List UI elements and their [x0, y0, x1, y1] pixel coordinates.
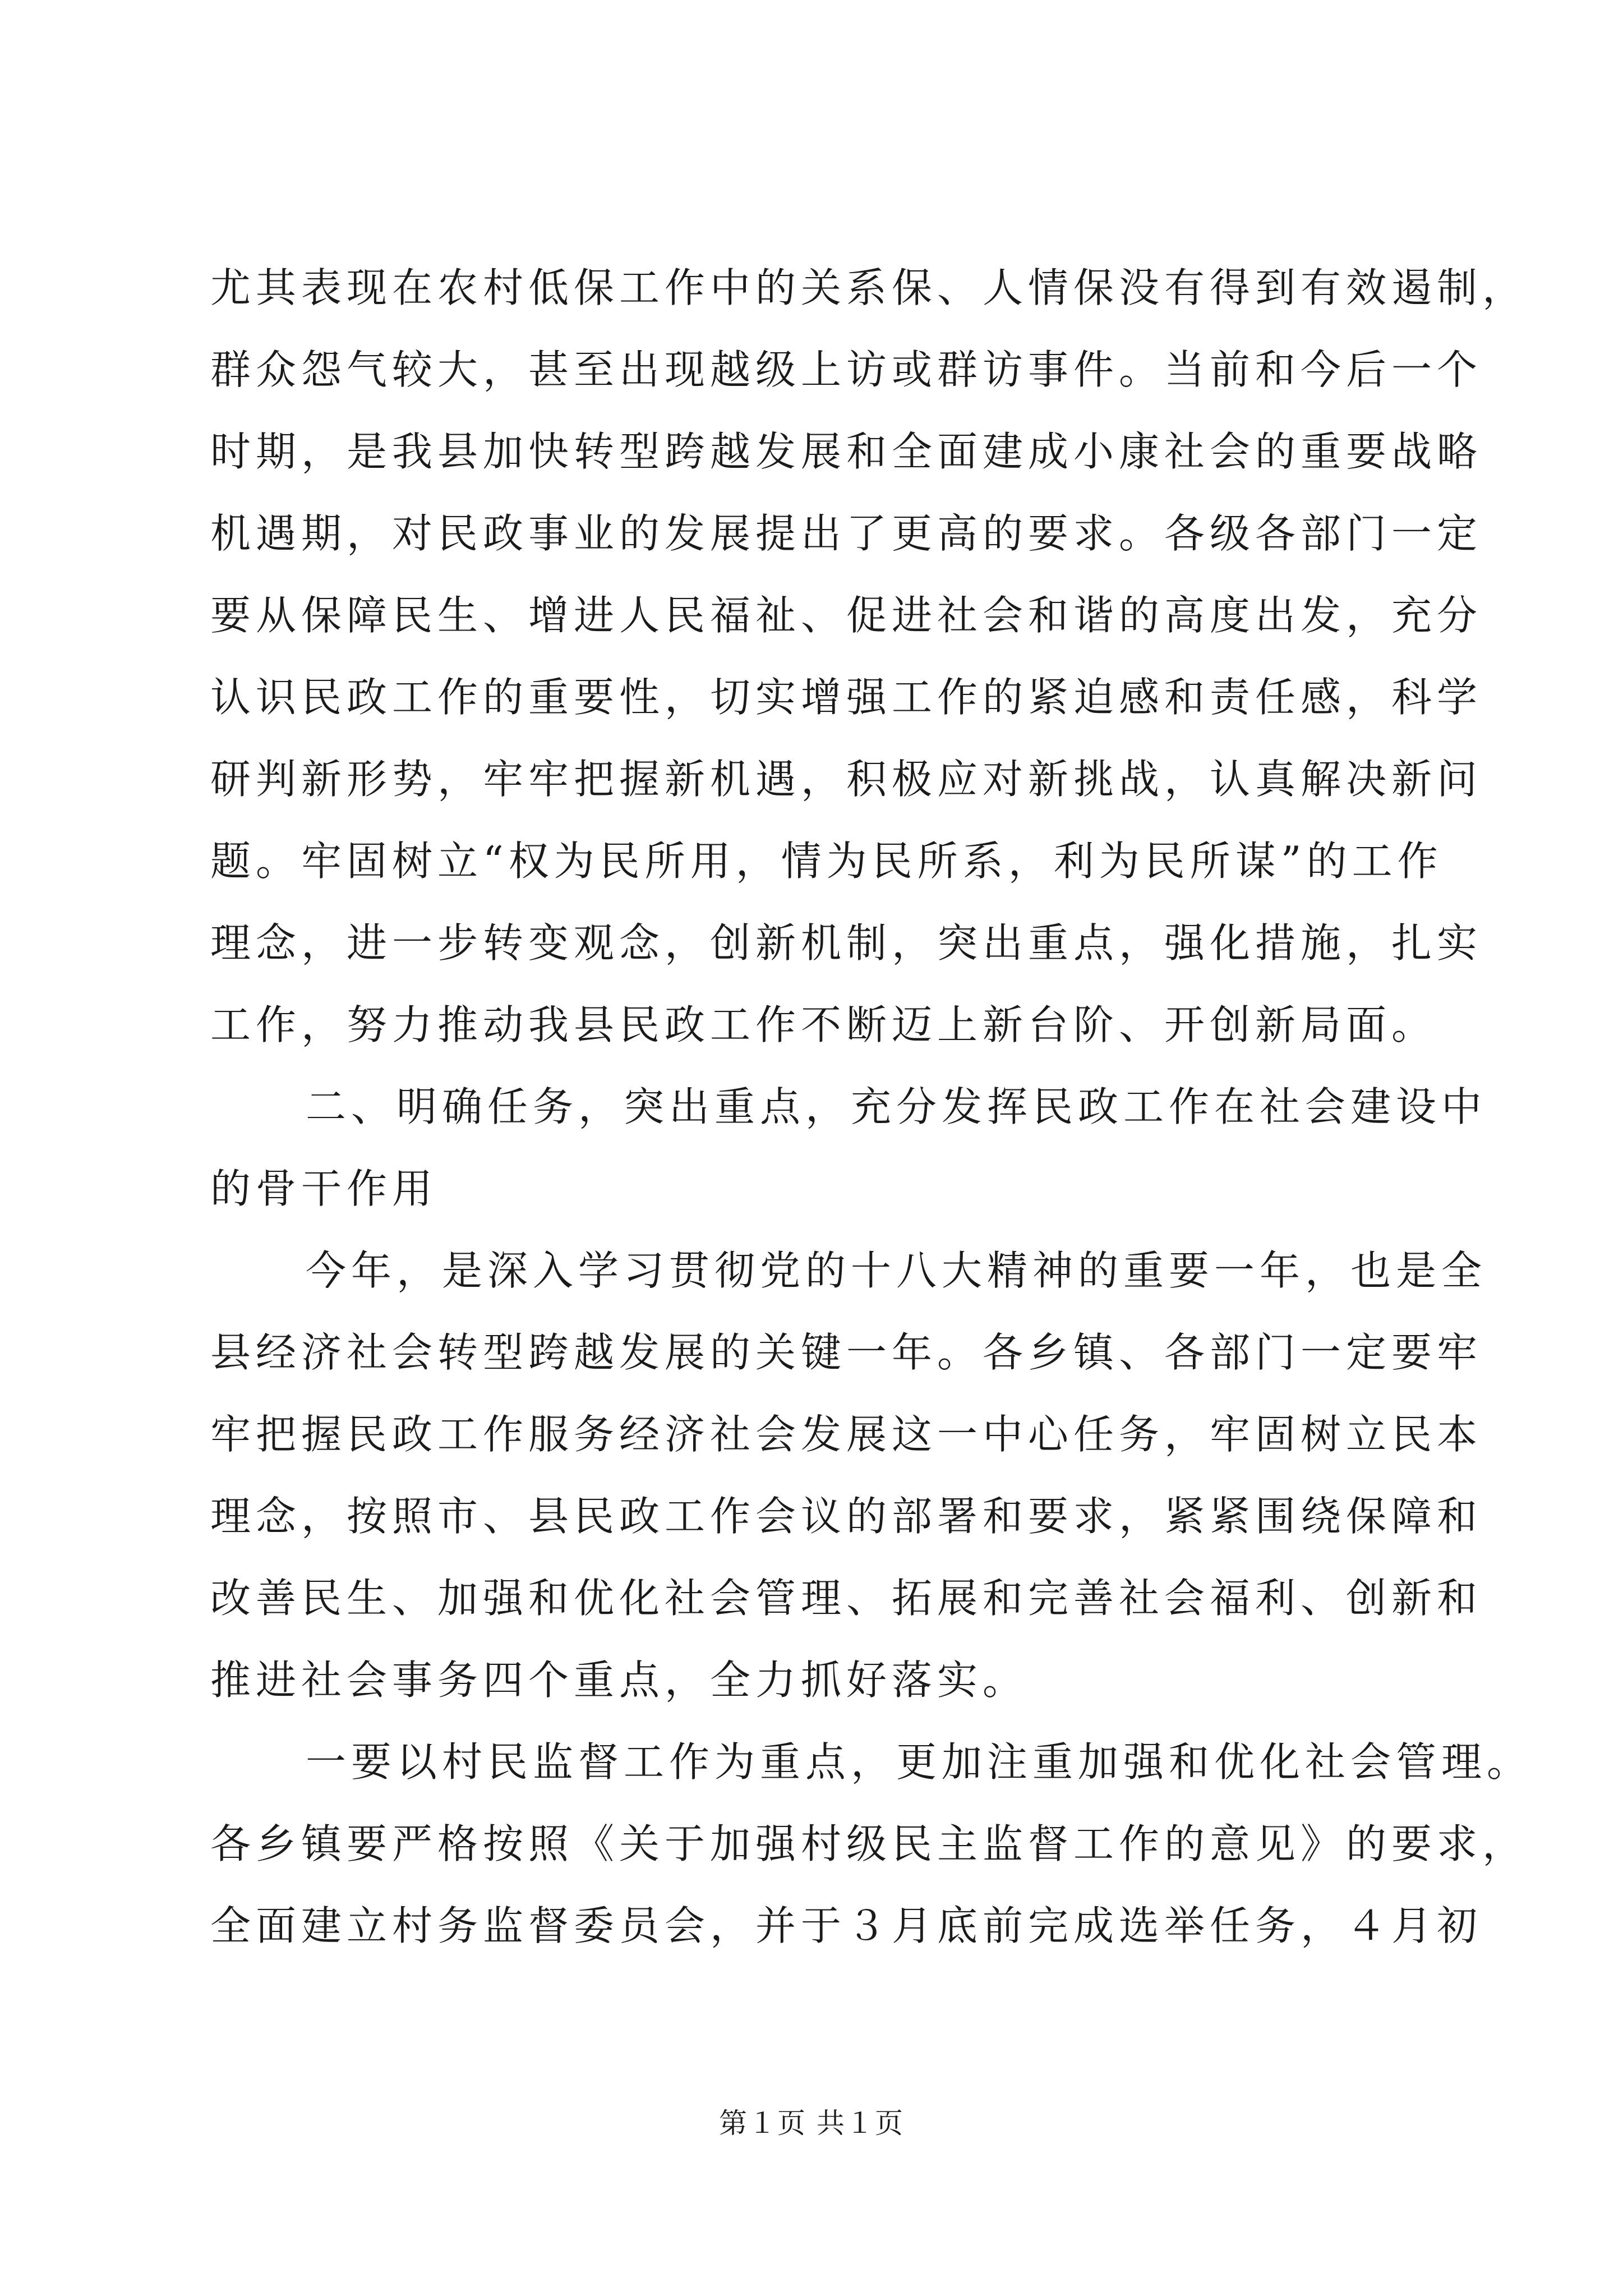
- text-line: 一要以村民监督工作为重点，更加注重加强和优化社会管理。: [306, 1738, 1533, 1786]
- text-line: 改善民生、加强和优化社会管理、拓展和完善社会福利、创新和: [210, 1575, 1483, 1622]
- text-line: 题。牢固树立“权为民所用，情为民所系，利为民所谋”的工作: [210, 838, 1443, 885]
- text-line: 县经济社会转型跨越发展的关键一年。各乡镇、各部门一定要牢: [210, 1329, 1483, 1376]
- text-line: 理念，进一步转变观念，创新机制，突出重点，强化措施，扎实: [210, 919, 1483, 967]
- text-line: 牢把握民政工作服务经济社会发展这一中心任务，牢固树立民本: [210, 1411, 1483, 1458]
- text-line: 推进社会事务四个重点，全力抓好落实。: [210, 1657, 1029, 1704]
- page-footer: 第１页 共１页: [719, 2107, 904, 2139]
- text-line: 机遇期，对民政事业的发展提出了更高的要求。各级各部门一定: [210, 510, 1483, 557]
- text-line: 时期，是我县加快转型跨越发展和全面建成小康社会的重要战略: [210, 428, 1483, 475]
- text-line: 群众怨气较大，甚至出现越级上访或群访事件。当前和今后一个: [210, 346, 1483, 393]
- text-line: 要从保障民生、增进人民福祉、促进社会和谐的高度出发，充分: [210, 592, 1483, 639]
- text-line: 二、明确任务，突出重点，充分发挥民政工作在社会建设中: [306, 1083, 1487, 1130]
- text-line: 尤其表现在农村低保工作中的关系保、人情保没有得到有效遏制，: [210, 264, 1528, 311]
- text-line: 今年，是深入学习贯彻党的十八大精神的重要一年，也是全: [306, 1247, 1487, 1294]
- body-text: [210, 247, 1533, 1967]
- text-line: 理念，按照市、县民政工作会议的部署和要求，紧紧围绕保障和: [210, 1493, 1483, 1540]
- text-line: 工作，努力推动我县民政工作不断迈上新台阶、开创新局面。: [210, 1001, 1437, 1048]
- text-line: 全面建立村务监督委员会，并于３月底前完成选举任务，４月初: [210, 1902, 1483, 1949]
- text-line: 研判新形势，牢牢把握新机遇，积极应对新挑战，认真解决新问: [210, 756, 1483, 803]
- text-line: 的骨干作用: [210, 1165, 438, 1212]
- text-line: 认识民政工作的重要性，切实增强工作的紧迫感和责任感，科学: [210, 674, 1483, 721]
- text-line: 各乡镇要严格按照《关于加强村级民主监督工作的意见》的要求，: [210, 1820, 1528, 1867]
